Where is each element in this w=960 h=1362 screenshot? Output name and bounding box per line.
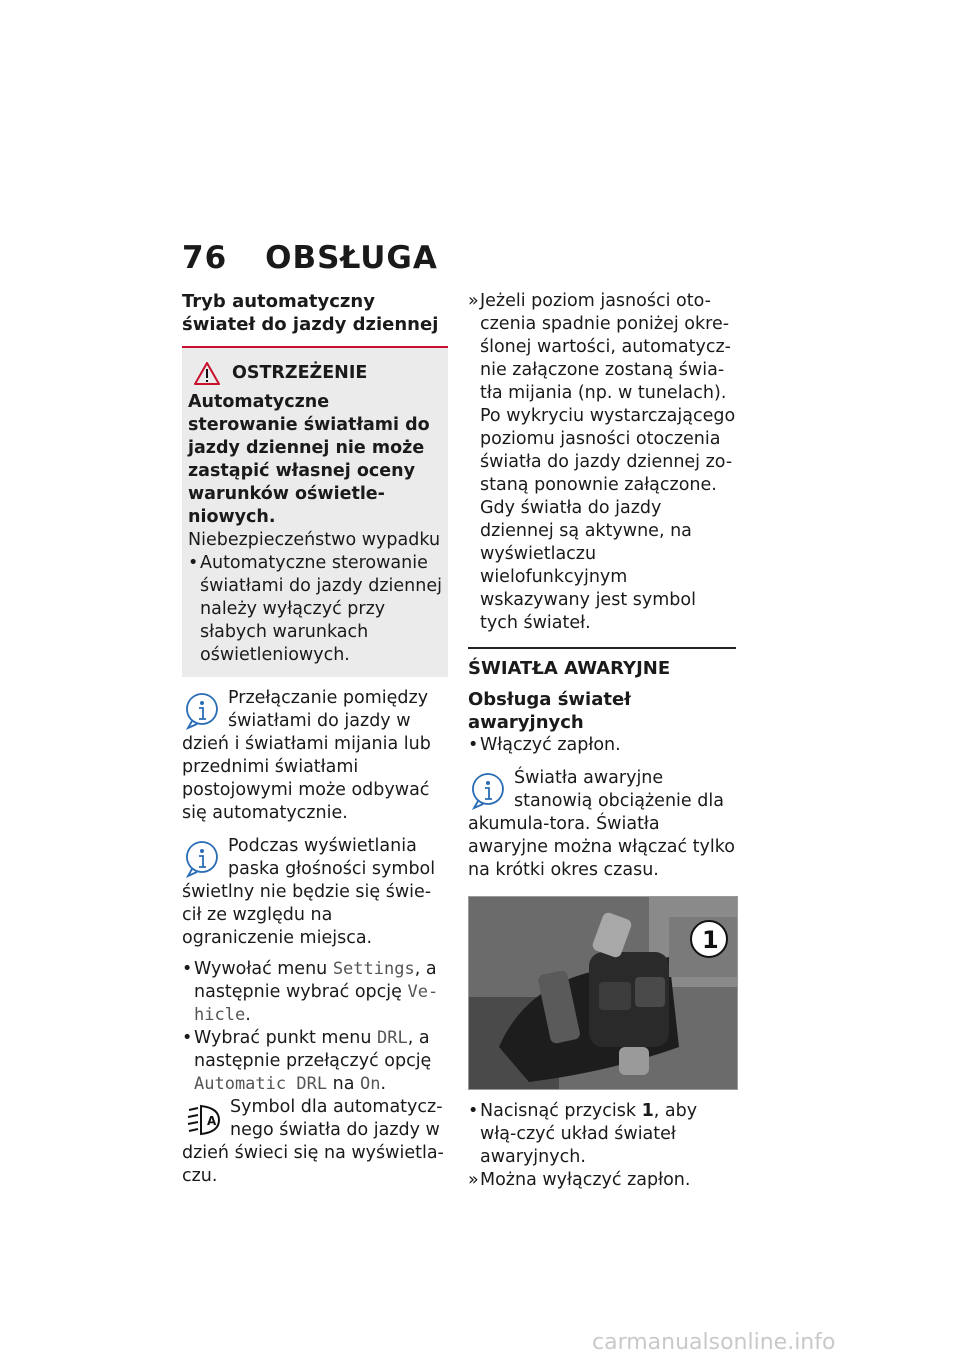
warning-bold-text: Automatyczne sterowanie światłami do jazdy dziennej nie może zastąpić własnej oceny warunków oświetle-niowych.: [188, 392, 430, 527]
handlebar-switch-photo: [468, 896, 738, 1090]
info-note-2: Podczas wyświetlania paska głośności symbol świetlny nie będzie się świe-cił ze względu na ograniczenie miejsca.: [182, 836, 436, 948]
hazard-subheading: Obsługa świateł awaryjnych: [468, 689, 631, 733]
warning-title: OSTRZEŻENIE: [232, 363, 368, 383]
page-header: [182, 240, 438, 276]
step-settings: • Wywołać menu Settings, a następnie wybrać opcję Ve-hicle.: [182, 959, 439, 1025]
option-automatic-drl: Automatic DRL: [194, 1074, 328, 1094]
option-vehicle: Ve-hicle: [194, 982, 439, 1025]
svg-text:A: A: [207, 1114, 217, 1128]
warning-triangle-icon: [194, 362, 220, 385]
drl-symbol-note: A Symbol dla automatycz-nego światła do jazdy w dzień świeci się na wyświetla-czu.: [182, 1097, 444, 1186]
result-ignition-off: » Można wyłączyć zapłon.: [468, 1170, 691, 1190]
hazard-section-title: ŚWIATŁA AWARYJNE: [468, 647, 736, 680]
menu-settings: Settings: [332, 959, 415, 979]
value-on: On: [360, 1074, 381, 1094]
handlebar-photo-illustration: [469, 897, 737, 1089]
info-icon: [182, 839, 222, 879]
step-press-button: • Nacisnąć przycisk 1, aby włą-czyć układ świateł awaryjnych.: [468, 1101, 698, 1167]
menu-drl: DRL: [376, 1028, 408, 1048]
warning-bullet: • Automatyczne sterowanie światłami do jazdy dziennej należy wyłączyć przy słabych warunkach oświetleniowych.: [188, 553, 442, 665]
right-column: [468, 290, 736, 1192]
warning-box: [182, 348, 448, 677]
info-icon: [468, 771, 508, 811]
info-note-1: Przełączanie pomiędzy światłami do jazdy w dzień i światłami mijania lub przednimi światłami postojowymi może odbywać się automatycznie.: [182, 688, 431, 823]
step-drl: • Wybrać punkt menu DRL, a następnie przełączyć opcję Automatic DRL na On.: [182, 1028, 432, 1094]
step-ignition: • Włączyć zapłon.: [468, 735, 621, 755]
photo-callout-1: 1: [702, 926, 719, 954]
auto-drl-icon: [182, 1100, 224, 1140]
subheading-drl: Tryb automatyczny świateł do jazdy dziennej: [182, 291, 439, 335]
hazard-info-note: Światła awaryjne stanowią obciążenie dla akumula-tora. Światła awaryjne można włączać tylko na krótki okres czasu.: [468, 768, 735, 880]
left-column: [182, 290, 448, 1188]
result-drl: » Jeżeli poziom jasności oto-czenia spadnie poniżej okre-ślonej wartości, automatycz-nie załączone zostaną świa-tła mijania (np. w tunelach). Po wykryciu wystarczającego poziomu jasności otoczenia światła do jazdy dziennej zo-staną ponownie załączone. Gdy światła do jazdy dziennej są aktywne, na wyświetlaczu wielofunkcyjnym wskazywany jest symbol tych świateł.: [468, 291, 736, 633]
page-number: 76: [182, 240, 228, 276]
section-title: OBSŁUGA: [265, 240, 438, 276]
watermark: carmanualsonline.info: [592, 1330, 836, 1355]
warning-risk: Niebezpieczeństwo wypadku: [188, 530, 441, 550]
info-icon: [182, 691, 222, 731]
